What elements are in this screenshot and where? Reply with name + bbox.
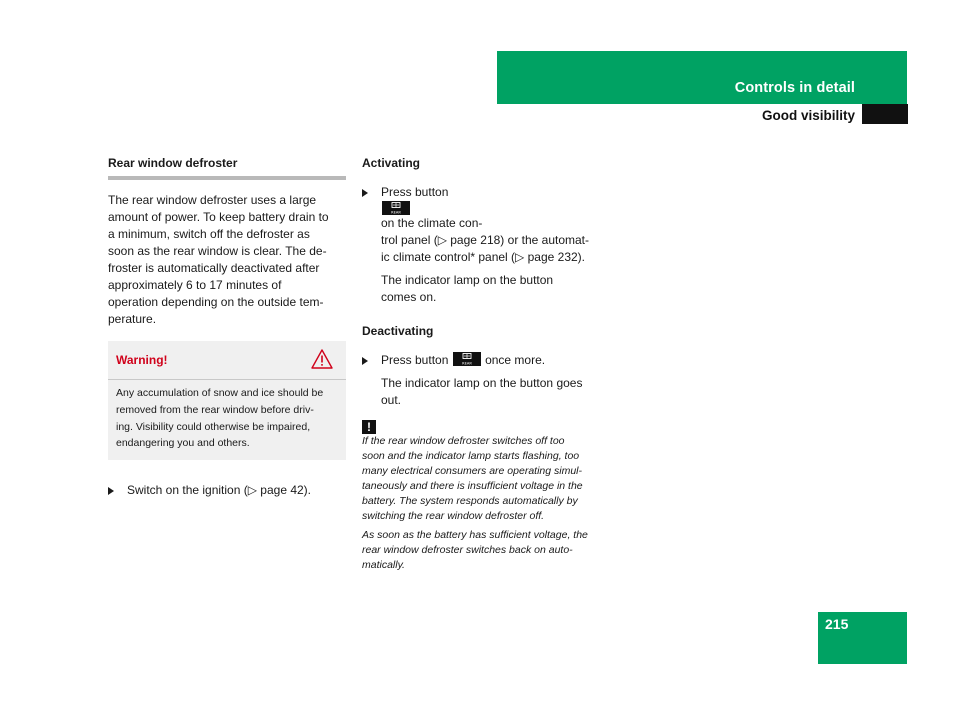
rear-window-defroster-heading: Rear window defroster xyxy=(108,156,238,170)
activating-result: The indicator lamp on the button comes on. xyxy=(381,273,554,304)
intro-paragraph: The rear window defroster uses a large amount of power. To keep battery drain to a minimum, switch off the defroster as soon as the rear window is clear. The de- froster is automatically deactivated after approximately 6 to 17 minutes of operation depending on the outside tem- perature. xyxy=(108,193,329,326)
rear-defroster-button-icon xyxy=(382,201,410,215)
bullet-arrow-icon xyxy=(362,189,368,197)
ignition-step: Switch on the ignition (▷ page 42). xyxy=(108,482,346,499)
activating-step: Press button REAR on the climate con- trol panel (▷ page 218) or the automat- ic climate control* panel (▷ page 232). xyxy=(362,184,607,266)
warning-header xyxy=(108,341,346,380)
right-column xyxy=(362,155,607,573)
battery-note-followup: As soon as the battery has sufficient voltage, the rear window defroster switches back on auto- matically. xyxy=(362,529,588,571)
warning-body: Any accumulation of snow and ice should be removed from the rear window before driv- ing. Visibility could otherwise be impaired, endangering you and others. xyxy=(116,387,324,450)
deactivating-result: The indicator lamp on the button goes out. xyxy=(381,376,583,407)
svg-text:REAR: REAR xyxy=(461,361,472,366)
subsection-title: Good visibility xyxy=(761,108,855,123)
section-tab-marker xyxy=(862,104,908,124)
page-number: 215 xyxy=(825,616,849,632)
header-band xyxy=(497,51,907,104)
rear-defroster-button-icon xyxy=(453,352,481,366)
deactivating-step: Press button REAR once more. xyxy=(362,352,607,369)
deactivating-heading: Deactivating xyxy=(362,324,434,338)
activating-heading: Activating xyxy=(362,156,421,170)
warning-triangle-icon xyxy=(311,349,333,374)
exclamation-icon: ! xyxy=(362,420,376,434)
warning-label: Warning! xyxy=(116,353,168,367)
left-column xyxy=(108,155,346,499)
bullet-arrow-icon xyxy=(362,357,368,365)
battery-note: ! If the rear window defroster switches off too soon and the indicator lamp starts flashing, too many electrical consumers are operating simul- taneously and there is insufficient voltage in the battery. The system responds automatically by switching the rear window defroster off. xyxy=(362,420,583,522)
warning-box xyxy=(108,341,346,460)
bullet-arrow-icon xyxy=(108,487,114,495)
page-number-band xyxy=(818,612,907,664)
heading-rule xyxy=(108,176,346,180)
svg-text:REAR: REAR xyxy=(391,210,401,215)
section-title: Controls in detail xyxy=(734,80,855,96)
